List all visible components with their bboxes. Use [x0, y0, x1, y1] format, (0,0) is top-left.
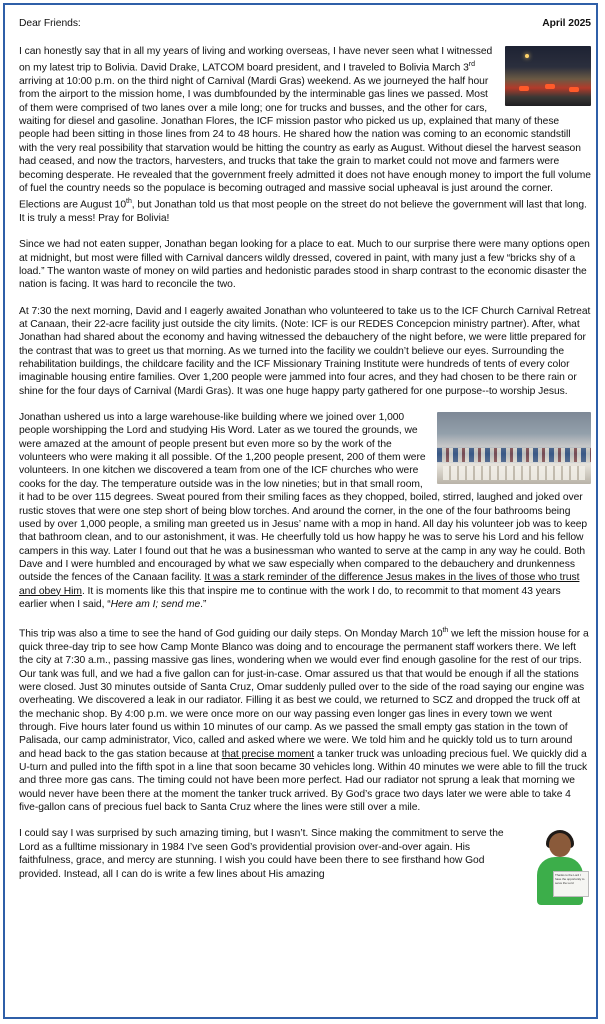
paragraph-closing — [19, 827, 591, 886]
p1-sup-b: th — [126, 198, 132, 206]
paragraph-retreat: At 7:30 the next morning, David and I eagerly awaited Jonathan who volunteered to take us to the ICF Church Carnival Retreat at Canaan, their 22-acre facility just outside the city limits. (Note: ICF is our REDES Concepcion ministry partner). After, what Jonathan had shared about the economy and having witnessed the debauchery of the night before, we were little prepared for the contrast that was to greet us that morning. As we turned into the facility we couldn’t believe our eyes. Surrounding the rehabilitation buildings, the childcare facility and the ICF Missionary Training Institute were hundreds of tents of every color imaginable housing entire families. Over 1,200 people were jammed into four acres, and they had chosen to be there rain or shine for the four days of Carnival (Mardi Gras). It was one huge happy party gathered for one purpose--to worship Jesus. — [19, 305, 591, 397]
p5-text-c: a tanker truck was unloading precious fuel. We quickly did a U-turn and pulled into the fifth spot in a line that soon became 30 vehicles long. Within 40 minutes we were able to fill the truck and three more gas cans. The timing could not have been more perfect. Had our radiator not sprung a leak that morning we would never have been there at the moment the tanker truck arrived. By God’s grace two days later we were able to take 4 five-gallon cans of precious fuel back to Santa Cruz where the lines were still over a mile. — [19, 748, 588, 814]
letter-date: April 2025 — [542, 18, 591, 29]
traffic-photo — [505, 46, 591, 106]
letter-body — [19, 17, 591, 907]
p5-text-a: This trip was also a time to see the hand of God guiding our daily steps. On Monday March 10 — [19, 628, 443, 640]
salutation: Dear Friends: — [19, 18, 81, 29]
p5-text-b: we left the mission house for a quick three-day trip to see how Camp Monte Blanco was doing and to encourage the permanent staff workers there. We left the city at 7:30 a.m., passing massive gas lines, wondering when we would ever find enough gasoline for the rest of our trips. Our tank was full, and we had a five gallon can for just-in-case. Omar assured us that that would be enough if all the stations were closed. Just 30 minutes outside of Santa Cruz, Omar suddenly pulled over to the side of the road saying our engine was overheating. We discovered a leak in our radiator. Filling it as best we could, we returned to SCZ and dropped the truck off at the mechanic shop. By 4:00 p.m. we were once more on our way passing even longer gas lines in every town we went through. Five hours later found us within 10 minutes of our camp. As we passed the small empty gas station in the town of Palisada, our camp administrator, Vico, called and asked where we were. We told him and he quickly told us to turn around and head back to the gas station because at — [19, 628, 589, 760]
paragraph-supper: Since we had not eaten supper, Jonathan began looking for a place to eat. Much to our surprise there were many options open at midnight, but most were filled with Carnival dancers wildly dressed, covered in paint, with many just a few “bricks shy of a load.” The wanton waste of money on wild parties and hedonistic parades stood in sharp contrast to the economic disaster the nation is facing. It was hard to reconcile the two. — [19, 239, 590, 291]
p4-italic: Here am I; send me — [110, 598, 201, 610]
paragraph-arrival — [19, 45, 591, 225]
letter-page — [3, 3, 598, 1019]
p4-underlined: It was a stark reminder of the difference Jesus makes in the lives of those who trust and obey Him — [19, 572, 580, 597]
p1-text-c: , but Jonathan told us that most people on the street do not believe the government will last that long. It is truly a mess! Pray for Bolivia! — [19, 199, 587, 224]
p1-sup-a: rd — [468, 61, 475, 69]
p4-text-c: .” — [200, 598, 207, 610]
p4-text-b: . It is moments like this that inspire me to continue with the work I do, to recommit to that moment 43 years earlier when I said, “ — [19, 585, 561, 610]
letter-header — [19, 17, 591, 31]
crowd-photo — [437, 412, 591, 484]
p1-text-b: arriving at 10:00 p.m. on the third night of Carnival (Mardi Gras) weekend. As we journeyed the half hour from the airport to the mission home, I was dumbfounded by the interminable gas lines we passed. Most of them were comprised of two lanes over a mile long; one for trucks and busses, and the other for cars, waiting for diesel and gasoline. Jonathan Flores, the ICF mission pastor who picked us up, explained that many of these people had been sitting in those lines from 24 to 48 hours. He shared how the nation was coming to an economic standstill with the very real possibility that starvation would be hitting the country as early as August. Without diesel the harvest season had ceased, and now the tractors, harvesters, and trucks that take the grain to market could not move and farmers were becoming desperate. He revealed that the government freely admitted it does not have enough money to import the full volume of fuel the country needs so the populace is becoming outraged and massive social upheaval is just around the corner. Elections are August 10 — [19, 76, 591, 211]
p6-text: I could say I was surprised by such amazing timing, but I wasn’t. Since making the commitment to serve the Lord as a fulltime missionary in 1984 I’ve seen God’s providential provision over-and-over again. His faithfulness, grace, and mercy are stunning. I wish you could have been there to see firsthand how God provided. Instead, all I can do is write a few lines about His amazing — [19, 828, 504, 880]
paragraph-fuel — [19, 624, 591, 814]
p1-text-a: I can honestly say that in all my years of living and working overseas, I have never seen what I witnessed on my latest trip to Bolivia. David Drake, LATCOM board president, and I traveled to Bolivia March 3 — [19, 46, 493, 74]
volunteer-photo — [529, 827, 591, 907]
p4-text-a: Jonathan ushered us into a large warehouse-like building where we joined over 1,000 people worshipping the Lord and studying His Word. Later as we toured the grounds, we were amazed at the amount of people present but even more so by the work of the volunteers who were making it all possible. Of the 1,200 people present, 200 of them were volunteers. In one kitchen we discovered a team from one of the ICF churches who were cooks for the day. The temperature outside was in the low nineties; but in that small room, it had to be over 115 degrees. Sweat poured from their smiling faces as they chopped, boiled, stirred, laughed and joked over rustic stoves that were one step short of being blow torches. And around the corner, in the one of the four bathrooms being used by over 1,000 people, a smiling man greeted us in Jesus’ name with a mop in hand. All day his volunteer job was to keep that bathroom clean, and to our astonishment, it was. He cheerfully told us how happy he was to serve his Lord and his fellow campers in this way. Later I found out that he was a businessman who wanted to serve at the camp in any way he could. Both Dave and I were humbled and encouraged by what we saw especially when compared to the debauchery and drunkenness outside the fences of the Canaan facility. — [19, 412, 588, 584]
paragraph-volunteers — [19, 411, 591, 611]
volunteer-sign: Thanks to the Lord I have the opportunity to serve the Lord — [553, 871, 589, 897]
p5-sup: th — [442, 627, 449, 635]
p5-underlined: that precise moment — [221, 748, 315, 760]
